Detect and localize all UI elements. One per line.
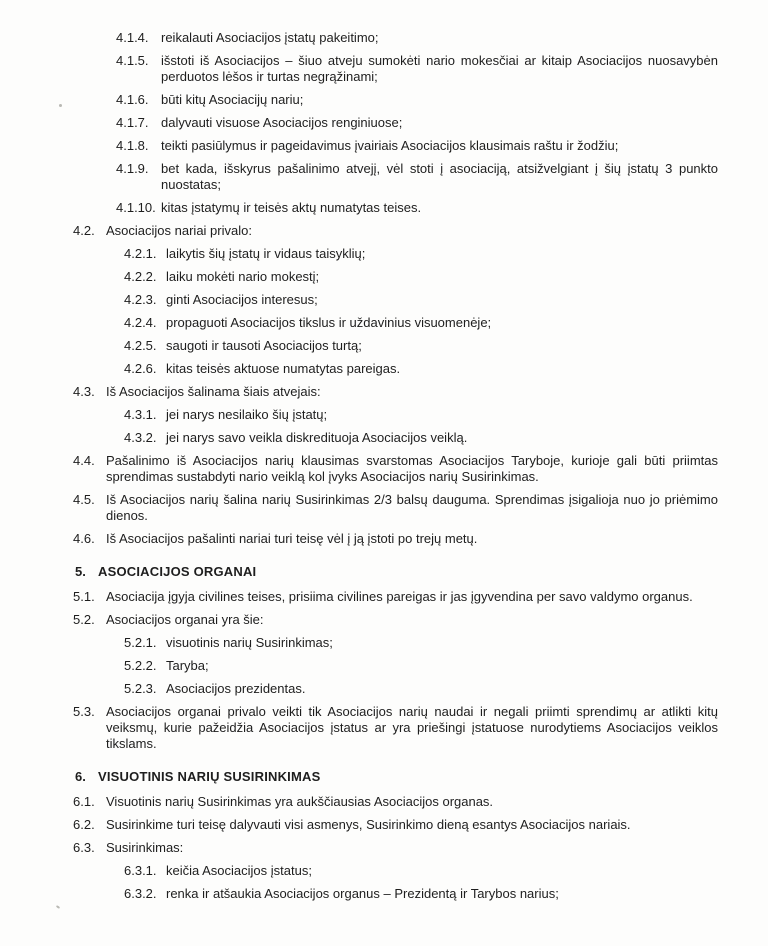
clause-number: 4.1.6.: [116, 92, 149, 107]
clause-item: [124, 407, 718, 423]
clause-item: [73, 589, 718, 605]
clause-text: Asociacijos nariai privalo:: [106, 223, 252, 238]
clause-text: išstoti iš Asociacijos – šiuo atveju sumokėti nario mokesčiai ar kitaip Asociacijos nuosavybėn perduotos lėšos ir turtas negrąžinami;: [161, 53, 718, 84]
clause-item: [124, 658, 718, 674]
clause-item: [124, 338, 718, 354]
clause-number: 4.1.9.: [116, 161, 149, 176]
clause-item: [73, 492, 718, 524]
clause-number: 6.: [75, 769, 86, 784]
clause-item: [73, 817, 718, 833]
clause-text: laikytis šių įstatų ir vidaus taisyklių;: [166, 246, 366, 261]
clause-number: 4.2.: [73, 223, 95, 238]
clause-item: [73, 223, 718, 239]
section-heading: [75, 769, 718, 785]
clause-text: kitas įstatymų ir teisės aktų numatytas teises.: [161, 200, 422, 215]
clause-number: 4.2.1.: [124, 246, 157, 261]
clause-text: kitas teisės aktuose numatytas pareigas.: [166, 361, 401, 376]
clause-text: keičia Asociacijos įstatus;: [166, 863, 312, 878]
clause-number: 6.1.: [73, 794, 95, 809]
clause-item: [73, 612, 718, 628]
clause-number: 4.2.6.: [124, 361, 157, 376]
clause-number: 5.2.1.: [124, 635, 157, 650]
clause-item: [73, 453, 718, 485]
clause-number: 6.3.: [73, 840, 95, 855]
clause-item: [116, 53, 718, 85]
clause-number: 4.6.: [73, 531, 95, 546]
clause-number: 5.: [75, 564, 86, 579]
clause-text: bet kada, išskyrus pašalinimo atvejį, vėl stoti į asociaciją, atsižvelgiant į šių įstatų 3 punkto nuostatas;: [161, 161, 718, 192]
clause-number: 5.3.: [73, 704, 95, 719]
clause-text: Susirinkime turi teisę dalyvauti visi asmenys, Susirinkimo dieną esantys Asociacijos nariais.: [106, 817, 631, 832]
clause-number: 5.2.: [73, 612, 95, 627]
document-body: [0, 30, 718, 902]
clause-text: Pašalinimo iš Asociacijos narių klausimas svarstomas Asociacijos Taryboje, kurioje gali būti priimtas sprendimas sustabdyti nario veiklą kol įvyks Asociacijos narių Susirinkimas.: [106, 453, 718, 484]
clause-item: [124, 681, 718, 697]
clause-text: dalyvauti visuose Asociacijos renginiuose;: [161, 115, 403, 130]
scan-speck: [59, 104, 62, 107]
clause-text: Asociacijos organai yra šie:: [106, 612, 264, 627]
clause-item: [116, 138, 718, 154]
clause-number: 4.1.5.: [116, 53, 149, 68]
clause-text: Visuotinis narių Susirinkimas yra aukščiausias Asociacijos organas.: [106, 794, 494, 809]
clause-item: [124, 361, 718, 377]
clause-item: [124, 886, 718, 902]
clause-item: [116, 200, 718, 216]
clause-number: 5.2.3.: [124, 681, 157, 696]
clause-number: 6.2.: [73, 817, 95, 832]
clause-item: [124, 246, 718, 262]
clause-item: [124, 863, 718, 879]
clause-text: būti kitų Asociacijų nariu;: [161, 92, 304, 107]
clause-number: 4.4.: [73, 453, 95, 468]
clause-text: Iš Asociacijos šalinama šiais atvejais:: [106, 384, 321, 399]
clause-number: 4.1.10.: [116, 200, 156, 215]
clause-text: Asociacijos prezidentas.: [166, 681, 306, 696]
clause-number: 4.2.4.: [124, 315, 157, 330]
clause-number: 4.3.1.: [124, 407, 157, 422]
clause-text: jei narys savo veikla diskredituoja Asociacijos veiklą.: [166, 430, 468, 445]
clause-number: 4.1.8.: [116, 138, 149, 153]
clause-item: [124, 269, 718, 285]
clause-number: 4.2.5.: [124, 338, 157, 353]
clause-text: Taryba;: [166, 658, 209, 673]
clause-text: visuotinis narių Susirinkimas;: [166, 635, 333, 650]
clause-text: teikti pasiūlymus ir pageidavimus įvairiais Asociacijos klausimais raštu ir žodžiu;: [161, 138, 619, 153]
clause-number: 5.2.2.: [124, 658, 157, 673]
clause-number: 4.2.3.: [124, 292, 157, 307]
scan-speck: [56, 905, 60, 909]
clause-item: [116, 115, 718, 131]
clause-number: 4.1.7.: [116, 115, 149, 130]
clause-number: 6.3.1.: [124, 863, 157, 878]
clause-item: [124, 635, 718, 651]
clause-number: 5.1.: [73, 589, 95, 604]
clause-text: reikalauti Asociacijos įstatų pakeitimo;: [161, 30, 379, 45]
clause-item: [73, 704, 718, 752]
clause-text: Asociacijos organai privalo veikti tik Asociacijos narių naudai ir negali priimti sprendimų ar atlikti kitų veiksmų, kurie pažeidžia Asociacijos įstatus ar yra priešingi įstatuose nurodytiems Asociacijos veiklos tikslams.: [106, 704, 718, 751]
clause-text: ginti Asociacijos interesus;: [166, 292, 318, 307]
clause-number: 6.3.2.: [124, 886, 157, 901]
clause-number: 4.2.2.: [124, 269, 157, 284]
clause-number: 4.3.2.: [124, 430, 157, 445]
clause-number: 4.5.: [73, 492, 95, 507]
section-heading-text: ASOCIACIJOS ORGANAI: [98, 564, 257, 579]
clause-item: [73, 531, 718, 547]
clause-text: jei narys nesilaiko šių įstatų;: [166, 407, 328, 422]
section-heading: [75, 564, 718, 580]
clause-text: Iš Asociacijos pašalinti nariai turi teisę vėl į ją įstoti po trejų metų.: [106, 531, 478, 546]
clause-text: renka ir atšaukia Asociacijos organus – Prezidentą ir Tarybos narius;: [166, 886, 559, 901]
clause-item: [116, 92, 718, 108]
clause-item: [116, 30, 718, 46]
clause-text: saugoti ir tausoti Asociacijos turtą;: [166, 338, 362, 353]
clause-item: [73, 384, 718, 400]
clause-text: laiku mokėti nario mokestį;: [166, 269, 320, 284]
section-heading-text: VISUOTINIS NARIŲ SUSIRINKIMAS: [98, 769, 321, 784]
clause-item: [124, 292, 718, 308]
clause-text: Asociacija įgyja civilines teises, prisiima civilines pareigas ir jas įgyvendina per savo valdymo organus.: [106, 589, 693, 604]
clause-item: [73, 794, 718, 810]
clause-item: [124, 315, 718, 331]
clause-item: [116, 161, 718, 193]
clause-number: 4.1.4.: [116, 30, 149, 45]
clause-item: [73, 840, 718, 856]
clause-text: Susirinkimas:: [106, 840, 184, 855]
clause-item: [124, 430, 718, 446]
clause-text: Iš Asociacijos narių šalina narių Susirinkimas 2/3 balsų dauguma. Sprendimas įsigalioja nuo jo priėmimo dienos.: [106, 492, 718, 523]
clause-number: 4.3.: [73, 384, 95, 399]
clause-text: propaguoti Asociacijos tikslus ir uždavinius visuomenėje;: [166, 315, 492, 330]
